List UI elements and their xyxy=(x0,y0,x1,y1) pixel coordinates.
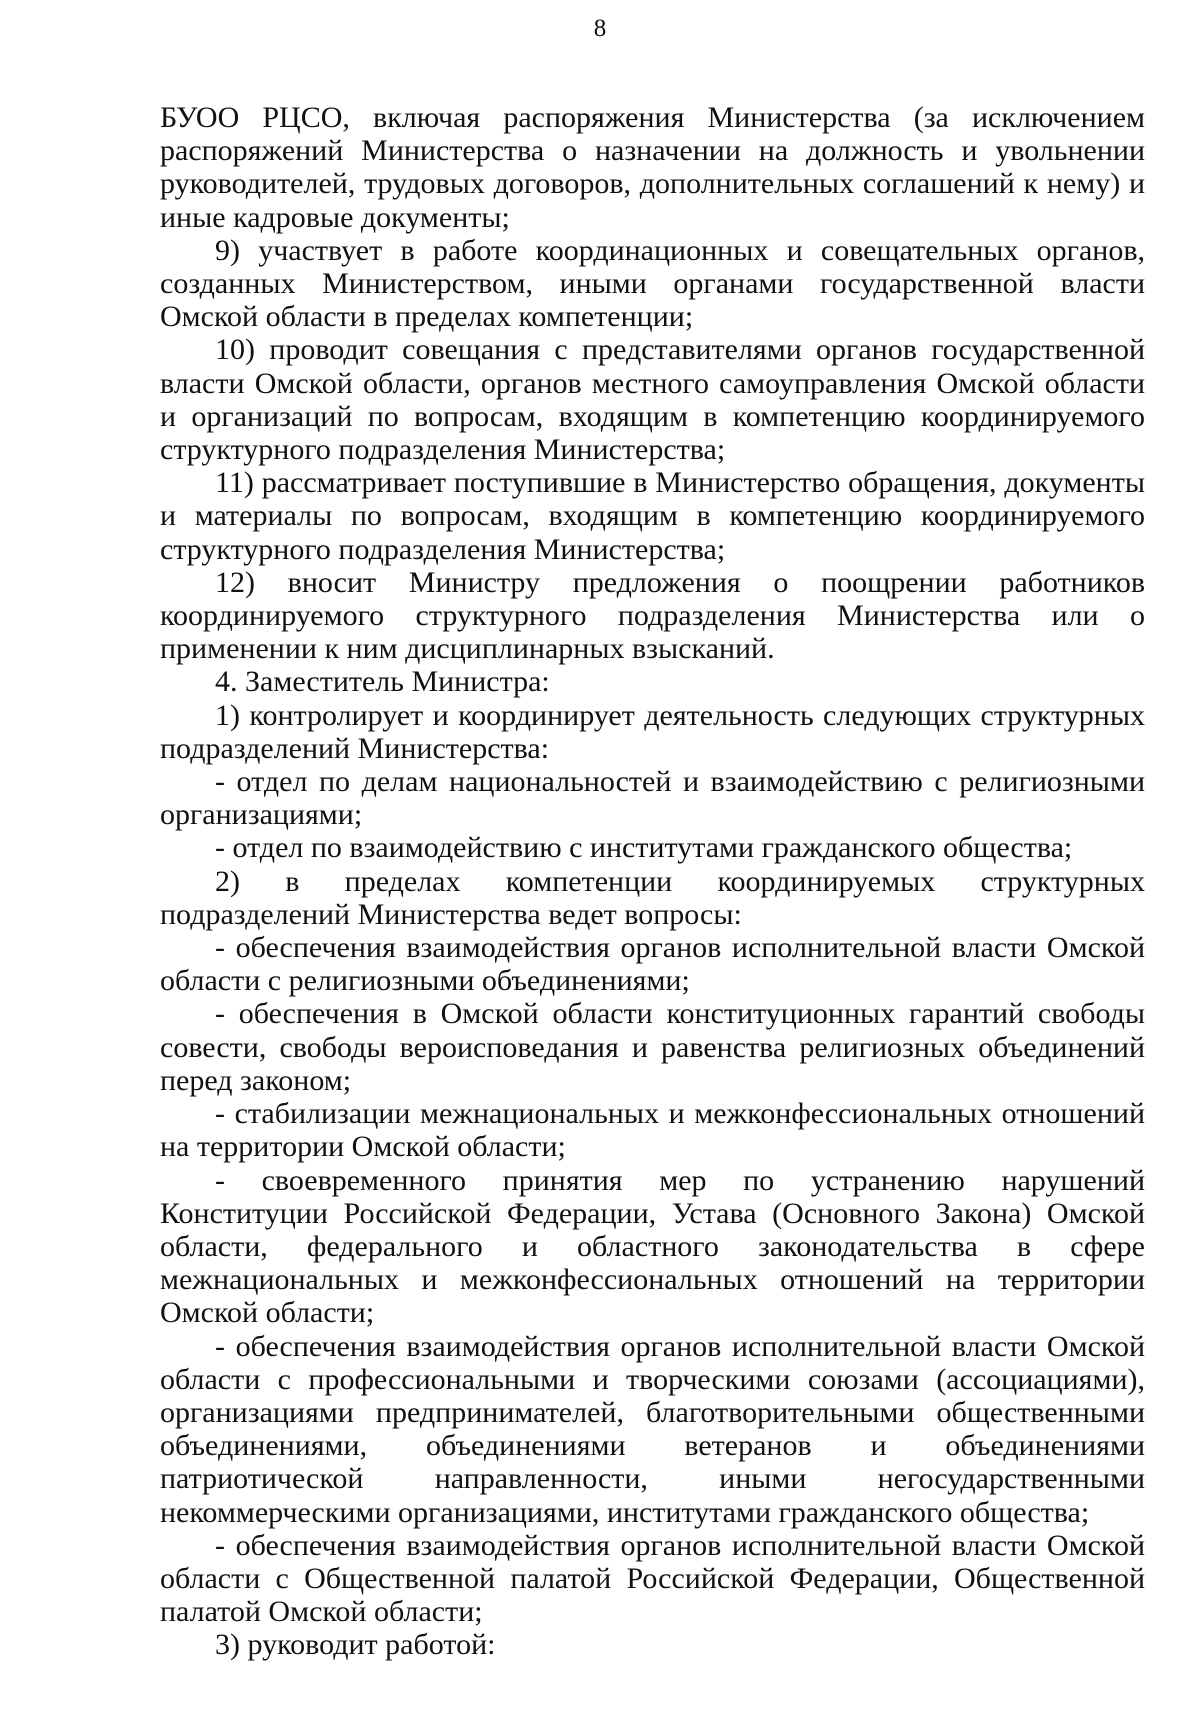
document-body xyxy=(160,101,1145,1662)
paragraph-item-10: 10) проводит совещания с представителями органов государственной власти Омской области, органов местного самоуправления Омской области и организаций по вопросам, входящим в компетенцию координируемого структурного подразделения Министерства; xyxy=(160,333,1145,467)
list-item-religious-associations: - обеспечения взаимодействия органов исполнительной власти Омской области с религиозными объединениями; xyxy=(160,931,1145,998)
paragraph-continuation: БУОО РЦСО, включая распоряжения Министерства (за исключением распоряжений Министерства о назначении на должность и увольнении руководителей, трудовых договоров, дополнительных соглашений к нему) и иные кадровые документы; xyxy=(160,101,1145,234)
list-item-professional-unions: - обеспечения взаимодействия органов исполнительной власти Омской области с профессиональными и творческими союзами (ассоциациями), организациями предпринимателей, благотворительными общественными объединениями, объединениями ветеранов и объединениями патриотической направленности, иными негосударственными некоммерческими организациями, институтами гражданского общества; xyxy=(160,1329,1145,1529)
paragraph-item-3: 3) руководит работой: xyxy=(215,1628,496,1662)
paragraph-item-12: 12) вносит Министру предложения о поощрении работников координируемого структурного подразделения Министерства или о применении к ним дисциплинарных взысканий. xyxy=(160,565,1145,666)
paragraph-item-2: 2) в пределах компетенции координируемых структурных подразделений Министерства ведет вопросы: xyxy=(160,864,1145,931)
list-item-interethnic-stabilization: - стабилизации межнациональных и межконфессиональных отношений на территории Омской области; xyxy=(160,1097,1145,1164)
paragraph-item-1: 1) контролирует и координирует деятельность следующих структурных подразделений Министерства: xyxy=(160,698,1145,765)
page-number: 8 xyxy=(593,15,607,42)
list-item-public-chamber: - обеспечения взаимодействия органов исполнительной власти Омской области с Общественной палатой Российской Федерации, Общественной палатой Омской области; xyxy=(160,1528,1145,1629)
section-4-heading: 4. Заместитель Министра: xyxy=(215,665,550,699)
paragraph-item-9: 9) участвует в работе координационных и совещательных органов, созданных Министерством, иными органами государственной власти Омской области в пределах компетенции; xyxy=(160,233,1145,334)
paragraph-item-11: 11) рассматривает поступившие в Министерство обращения, документы и материалы по вопросам, входящим в компетенцию координируемого структурного подразделения Министерства; xyxy=(160,466,1145,566)
list-item-department-nationalities: - отдел по делам национальностей и взаимодействию с религиозными организациями; xyxy=(160,765,1145,832)
list-item-freedom-of-conscience: - обеспечения в Омской области конституционных гарантий свободы совести, свободы вероисповедания и равенства религиозных объединений перед законом; xyxy=(160,997,1145,1097)
list-item-violations-remedy: - своевременного принятия мер по устранению нарушений Конституции Российской Федерации, Устава (Основного Закона) Омской области, федерального и областного законодательства в сфере межнациональных и межконфессиональных отношений на территории Омской области; xyxy=(160,1163,1145,1330)
list-item-department-civil-society: - отдел по взаимодействию с институтами гражданского общества; xyxy=(215,831,1073,865)
